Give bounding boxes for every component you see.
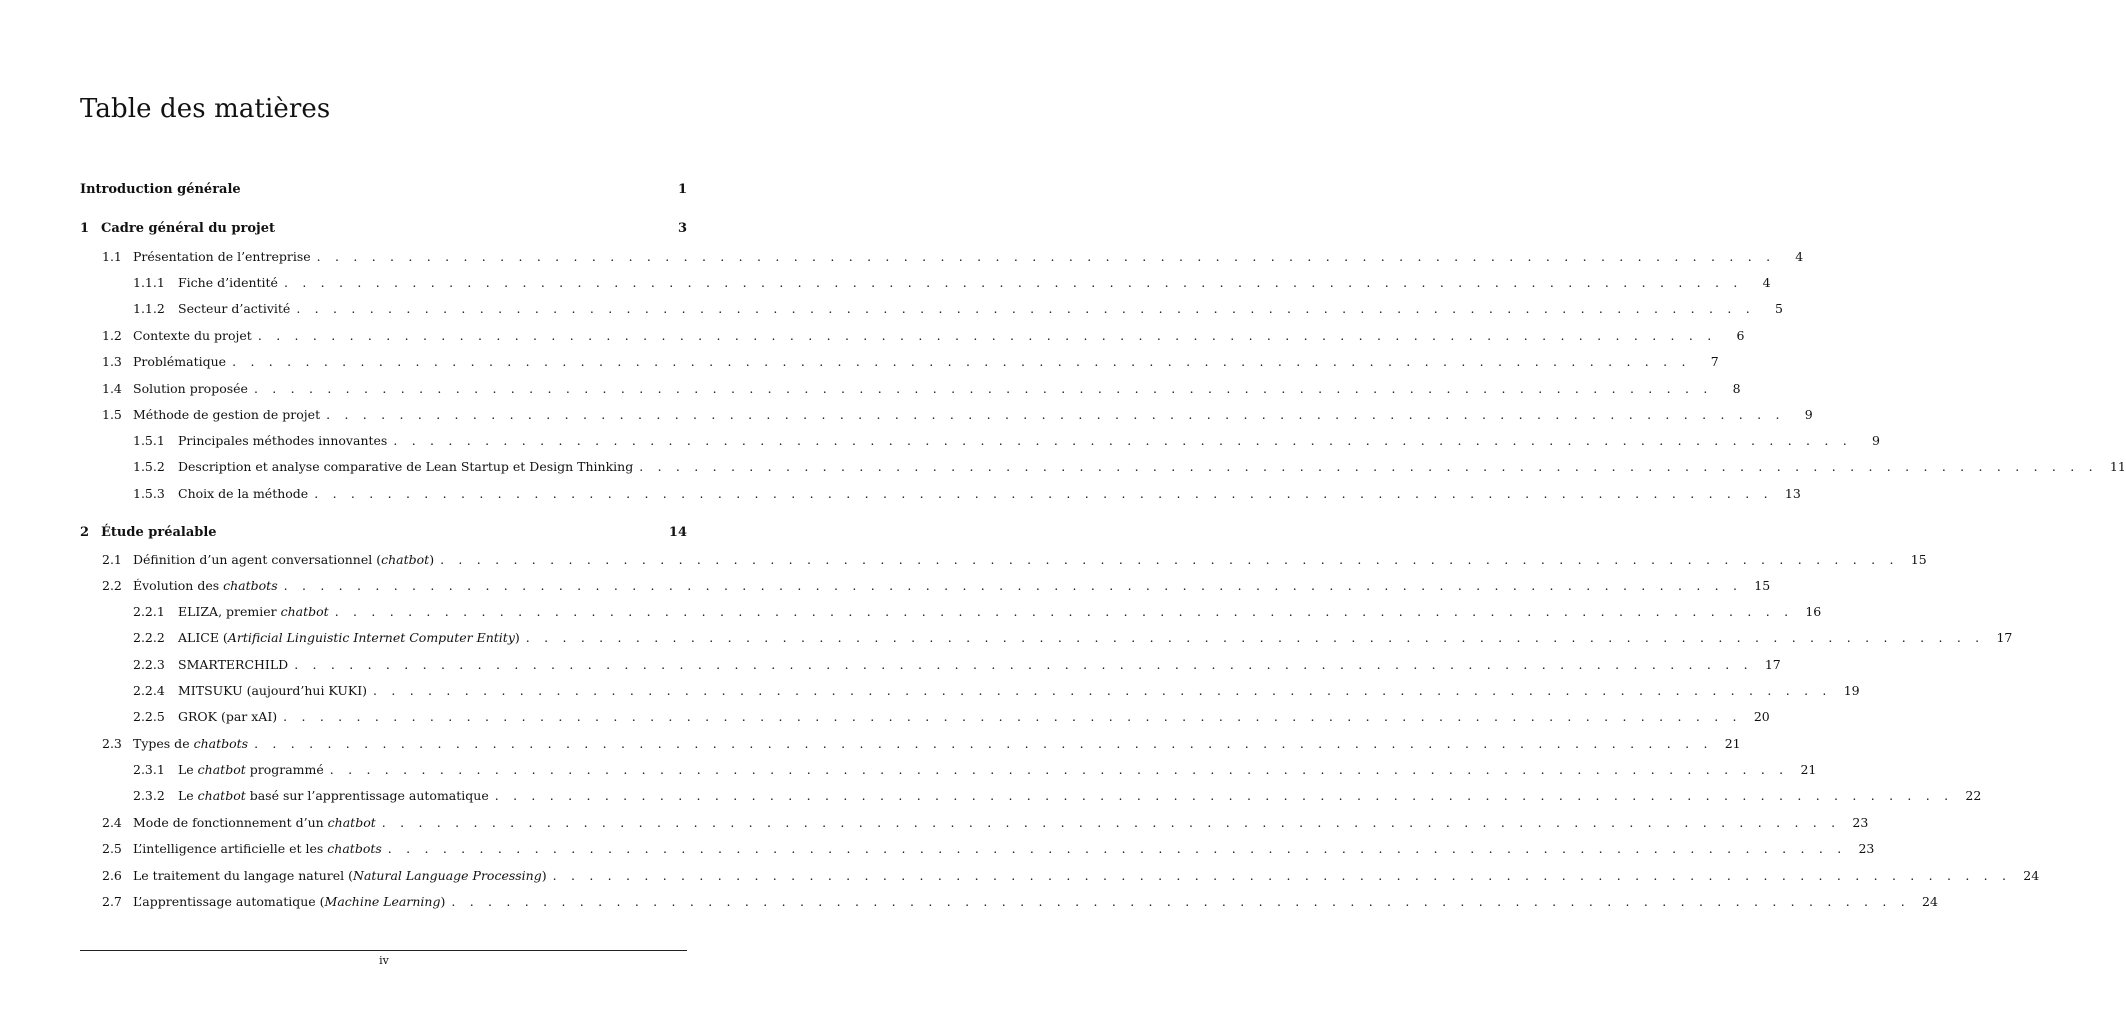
toc-title	[178, 602, 329, 622]
toc-dot-leader: . . . . . . . . . . . . . . . . . . . . . . . . . . . . . . . . . . . . . . . . . . . . . . . . . . . . . . . . . . . . . . . . . . . . . . . . . . . . . . . .	[314, 486, 1773, 501]
footer-rule	[80, 950, 687, 951]
toc-page-number: 3	[677, 221, 687, 236]
toc-page-number: 15	[1754, 578, 1771, 593]
toc-title-italic: Natural Language Processing	[353, 868, 542, 883]
toc-subsection[interactable]	[133, 602, 1822, 622]
toc-section[interactable]	[102, 892, 1938, 912]
toc-dot-leader: . . . . . . . . . . . . . . . . . . . . . . . . . . . . . . . . . . . . . . . . . . . . . . . . . . . . . . . . . . . . . . . . . . . . . . . . . . . . . . . .	[451, 894, 1910, 909]
toc-title-text: GROK (par xAI)	[178, 709, 278, 724]
toc-dot-leader: . . . . . . . . . . . . . . . . . . . . . . . . . . . . . . . . . . . . . . . . . . . . . . . . . . . . . . . . . . . . . . . . . . . . . . . . . . . . . . . .	[552, 868, 2012, 883]
toc-title-text: Problématique	[133, 354, 227, 369]
toc-number: 2.2.5	[133, 709, 165, 724]
toc-title-text: L’intelligence artificielle et les	[133, 841, 328, 856]
toc-title-text: )	[541, 868, 547, 883]
toc-section[interactable]	[102, 405, 1813, 425]
page-title: Table des matières	[80, 94, 331, 124]
toc-title-text: Définition d’un agent conversationnel (	[133, 552, 382, 567]
toc-title-text: MITSUKU (aujourd’hui KUKI)	[178, 683, 368, 698]
toc-number: 2.2	[102, 578, 122, 593]
toc-title-italic: chatbots	[223, 578, 278, 593]
toc-dot-leader: . . . . . . . . . . . . . . . . . . . . . . . . . . . . . . . . . . . . . . . . . . . . . . . . . . . . . . . . . . . . . . . . . . . . . . . . . . . . . . . .	[316, 249, 1776, 264]
toc-title-italic: chatbot	[280, 604, 329, 619]
toc-title	[101, 523, 217, 543]
toc-title-text: )	[429, 552, 435, 567]
toc-dot-leader: . . . . . . . . . . . . . . . . . . . . . . . . . . . . . . . . . . . . . . . . . . . . . . . . . . . . . . . . . . . . . . . . . . . . . . . . . . . . . . . .	[253, 381, 1713, 396]
toc-dot-leader: . . . . . . . . . . . . . . . . . . . . . . . . . . . . . . . . . . . . . . . . . . . . . . . . . . . . . . . . . . . . . . . . . . . . . . . . . . . . . . . .	[283, 275, 1743, 290]
toc-number: 2.7	[102, 894, 122, 909]
toc-title	[178, 431, 387, 451]
toc-page-number: 17	[1996, 630, 2013, 645]
toc-dot-leader: . . . . . . . . . . . . . . . . . . . . . . . . . . . . . . . . . . . . . . . . . . . . . . . . . . . . . . . . . . . . . . . . . . . . . . . . . . . . . . . .	[326, 407, 1785, 422]
toc-title-text: basé sur l’apprentissage automatique	[245, 788, 489, 803]
toc-page-number: 17	[1764, 657, 1781, 672]
toc-title-text: Introduction générale	[80, 182, 241, 197]
toc-subsection[interactable]	[133, 299, 1783, 319]
toc-section[interactable]	[102, 352, 1719, 372]
toc-page-number: 21	[1724, 736, 1741, 751]
toc-number: 1.1	[102, 249, 122, 264]
toc-subsection[interactable]	[133, 628, 2013, 648]
toc-page-number: 20	[1753, 709, 1770, 724]
toc-page-number: 11	[2109, 459, 2126, 474]
toc-subsection[interactable]	[133, 707, 1770, 727]
toc-dot-leader: . . . . . . . . . . . . . . . . . . . . . . . . . . . . . . . . . . . . . . . . . . . . . . . . . . . . . . . . . . . . . . . . . . . . . . . . . . . . . . . .	[254, 736, 1713, 751]
toc-section[interactable]	[102, 550, 1927, 570]
toc-title-text: Le	[178, 788, 198, 803]
toc-page-number: 21	[1800, 762, 1817, 777]
toc-section[interactable]	[102, 326, 1745, 346]
toc-number: 2.3	[102, 736, 122, 751]
toc-title	[178, 707, 277, 727]
toc-title-italic: chatbot	[381, 552, 430, 567]
toc-title-text: ELIZA, premier	[178, 604, 281, 619]
toc-number: 2	[80, 525, 90, 540]
toc-title-text: Évolution des	[133, 578, 224, 593]
toc-title	[133, 379, 248, 399]
toc-page-number: 9	[1871, 433, 1880, 448]
toc-title-text: Le	[178, 762, 198, 777]
toc-title	[101, 219, 275, 239]
toc-title	[133, 839, 382, 859]
toc-dot-leader: . . . . . . . . . . . . . . . . . . . . . . . . . . . . . . . . . . . . . . . . . . . . . . . . . . . . . . . . . . . . . . . . . . . . . . . . . . . . . . . .	[393, 433, 1852, 448]
toc-dot-leader: . . . . . . . . . . . . . . . . . . . . . . . . . . . . . . . . . . . . . . . . . . . . . . . . . . . . . . . . . . . . . . . . . . . . . . . . . . . . . . . .	[294, 657, 1753, 672]
toc-dot-leader: . . . . . . . . . . . . . . . . . . . . . . . . . . . . . . . . . . . . . . . . . . . . . . . . . . . . . . . . . . . . . . . . . . . . . . . . . . . . . . . .	[232, 354, 1691, 369]
toc-title-text: programmé	[245, 762, 324, 777]
toc-dot-leader: . . . . . . . . . . . . . . . . . . . . . . . . . . . . . . . . . . . . . . . . . . . . . . . . . . . . . . . . . . . . . . . . . . . . . . . . . . . . . . . .	[283, 709, 1742, 724]
toc-number: 1.3	[102, 354, 122, 369]
toc-chapter[interactable]	[80, 523, 687, 543]
toc-number: 1.5.3	[133, 486, 165, 501]
toc-title-text: Mode de fonctionnement d’un	[133, 815, 328, 830]
toc-chapter[interactable]	[80, 180, 687, 200]
toc-title-text: Description et analyse comparative de Lean Startup et Design Thinking	[178, 459, 634, 474]
toc-dot-leader: . . . . . . . . . . . . . . . . . . . . . . . . . . . . . . . . . . . . . . . . . . . . . . . . . . . . . . . . . . . . . . . . . . . . . . . . . . . . . . . .	[296, 301, 1755, 316]
toc-page-number: 9	[1804, 407, 1813, 422]
toc-dot-leader: . . . . . . . . . . . . . . . . . . . . . . . . . . . . . . . . . . . . . . . . . . . . . . . . . . . . . . . . . . . . . . . . . . . . . . . . . . . . . . . .	[257, 328, 1717, 343]
toc-number: 2.4	[102, 815, 122, 830]
toc-number: 2.1	[102, 552, 122, 567]
toc-page-number: 23	[1852, 815, 1869, 830]
toc-title	[178, 655, 288, 675]
toc-dot-leader: . . . . . . . . . . . . . . . . . . . . . . . . . . . . . . . . . . . . . . . . . . . . . . . . . . . . . . . . . . . . . . . . . . . . . . . . . . . . . . . .	[381, 815, 1841, 830]
toc-title-text: Étude préalable	[101, 525, 217, 540]
toc-section[interactable]	[102, 576, 1771, 596]
toc-title-text: Principales méthodes innovantes	[178, 433, 388, 448]
toc-title	[178, 681, 367, 701]
toc-title	[178, 786, 489, 806]
toc-page-number: 16	[1805, 604, 1822, 619]
toc-section[interactable]	[102, 734, 1741, 754]
toc-number: 1.5	[102, 407, 122, 422]
toc-dot-leader: . . . . . . . . . . . . . . . . . . . . . . . . . . . . . . . . . . . . . . . . . . . . . . . . . . . . . . . . . . . . . . . . . . . . . . . . . . . . . . . .	[494, 788, 1954, 803]
toc-number: 1.1.2	[133, 301, 165, 316]
toc-title	[133, 326, 252, 346]
toc-subsection[interactable]	[133, 760, 1817, 780]
toc-page-number: 24	[2023, 868, 2040, 883]
toc-number: 2.2.3	[133, 657, 165, 672]
toc-dot-leader: . . . . . . . . . . . . . . . . . . . . . . . . . . . . . . . . . . . . . . . . . . . . . . . . . . . . . . . . . . . . . . . . . . . . . . . . . . . . . . . .	[440, 552, 1899, 567]
toc-page-number: 22	[1965, 788, 1982, 803]
toc-number: 1	[80, 221, 90, 236]
toc-page-number: 1	[677, 182, 687, 197]
toc-number: 1.5.2	[133, 459, 165, 474]
toc-number: 1.5.1	[133, 433, 165, 448]
toc-section[interactable]	[102, 839, 1875, 859]
toc-dot-leader: . . . . . . . . . . . . . . . . . . . . . . . . . . . . . . . . . . . . . . . . . . . . . . . . . . . . . . . . . . . . . . . . . . . . . . . . . . . . . . . .	[334, 604, 1794, 619]
toc-page-number: 8	[1732, 381, 1741, 396]
toc-title	[133, 405, 320, 425]
toc-title	[133, 813, 376, 833]
toc-title-text: )	[514, 630, 520, 645]
toc-title	[178, 628, 520, 648]
footer-page-number: iv	[379, 954, 389, 967]
toc-title	[133, 734, 248, 754]
toc-dot-leader: . . . . . . . . . . . . . . . . . . . . . . . . . . . . . . . . . . . . . . . . . . . . . . . . . . . . . . . . . . . . . . . . . . . . . . . . . . . . . . . .	[639, 459, 2098, 474]
toc-title-italic: chatbot	[197, 788, 246, 803]
toc-title	[133, 866, 547, 886]
toc-section[interactable]	[102, 379, 1741, 399]
toc-subsection[interactable]	[133, 273, 1771, 293]
toc-page-number: 15	[1910, 552, 1927, 567]
toc-page-number: 14	[668, 525, 687, 540]
toc-title-italic: chatbot	[197, 762, 246, 777]
toc-number: 1.4	[102, 381, 122, 396]
toc-title-text: Fiche d’identité	[178, 275, 278, 290]
toc-dot-leader: . . . . . . . . . . . . . . . . . . . . . . . . . . . . . . . . . . . . . . . . . . . . . . . . . . . . . . . . . . . . . . . . . . . . . . . . . . . . . . . .	[329, 762, 1789, 777]
toc-page-number: 19	[1843, 683, 1860, 698]
toc-title	[133, 892, 445, 912]
toc-dot-leader: . . . . . . . . . . . . . . . . . . . . . . . . . . . . . . . . . . . . . . . . . . . . . . . . . . . . . . . . . . . . . . . . . . . . . . . . . . . . . . . .	[283, 578, 1743, 593]
toc-title	[178, 457, 633, 477]
toc-title	[178, 484, 308, 504]
toc-title-italic: Machine Learning	[324, 894, 441, 909]
toc-subsection[interactable]	[133, 457, 2126, 477]
toc-section[interactable]	[102, 866, 2040, 886]
toc-title	[178, 760, 324, 780]
toc-number: 2.6	[102, 868, 122, 883]
toc-title-text: Choix de la méthode	[178, 486, 309, 501]
toc-number: 2.3.2	[133, 788, 165, 803]
toc-title-text: SMARTERCHILD	[178, 657, 289, 672]
toc-title	[133, 352, 226, 372]
toc-number: 2.2.1	[133, 604, 165, 619]
toc-subsection[interactable]	[133, 431, 1880, 451]
toc-page-number: 13	[1784, 486, 1801, 501]
toc-title-text: Le traitement du langage naturel (	[133, 868, 353, 883]
toc-title	[178, 299, 290, 319]
toc-number: 2.2.2	[133, 630, 165, 645]
toc-title-text: Types de	[133, 736, 194, 751]
toc-title-text: Secteur d’activité	[178, 301, 291, 316]
toc-number: 2.3.1	[133, 762, 165, 777]
toc-page-number: 23	[1858, 841, 1875, 856]
toc-subsection[interactable]	[133, 786, 1982, 806]
toc-page-number: 24	[1922, 894, 1938, 909]
toc-subsection[interactable]	[133, 484, 1801, 504]
toc-dot-leader: . . . . . . . . . . . . . . . . . . . . . . . . . . . . . . . . . . . . . . . . . . . . . . . . . . . . . . . . . . . . . . . . . . . . . . . . . . . . . . . .	[387, 841, 1847, 856]
toc-title	[178, 273, 278, 293]
toc-number: 2.5	[102, 841, 122, 856]
toc-dot-leader: . . . . . . . . . . . . . . . . . . . . . . . . . . . . . . . . . . . . . . . . . . . . . . . . . . . . . . . . . . . . . . . . . . . . . . . . . . . . . . . .	[525, 630, 1985, 645]
toc-title-text: Présentation de l’entreprise	[133, 249, 311, 264]
toc-title-text: Méthode de gestion de projet	[133, 407, 321, 422]
toc-title-italic: Artificial Linguistic Internet Computer Entity	[227, 630, 515, 645]
toc-page-number: 4	[1762, 275, 1771, 290]
toc-title	[133, 576, 278, 596]
toc-dot-leader: . . . . . . . . . . . . . . . . . . . . . . . . . . . . . . . . . . . . . . . . . . . . . . . . . . . . . . . . . . . . . . . . . . . . . . . . . . . . . . . .	[373, 683, 1832, 698]
toc-subsection[interactable]	[133, 655, 1781, 675]
toc-title	[133, 247, 311, 267]
toc-page-number: 7	[1710, 354, 1719, 369]
toc-title-text: )	[440, 894, 446, 909]
toc-number: 1.2	[102, 328, 122, 343]
toc-title-italic: chatbots	[327, 841, 382, 856]
toc-subsection[interactable]	[133, 681, 1860, 701]
toc-title-text: Contexte du projet	[133, 328, 252, 343]
toc-title-italic: chatbots	[193, 736, 249, 751]
toc-page-number: 6	[1736, 328, 1745, 343]
toc-title	[80, 180, 241, 200]
toc-title-text: ALICE (	[178, 630, 228, 645]
toc-title-italic: chatbot	[327, 815, 376, 830]
toc-number: 2.2.4	[133, 683, 165, 698]
toc-title-text: L’apprentissage automatique (	[133, 894, 325, 909]
toc-title	[133, 550, 434, 570]
toc-page-number: 4	[1795, 249, 1804, 264]
toc-section[interactable]	[102, 813, 1869, 833]
toc-chapter[interactable]	[80, 219, 687, 239]
toc-number: 1.1.1	[133, 275, 165, 290]
toc-section[interactable]	[102, 247, 1804, 267]
toc-title-text: Solution proposée	[133, 381, 248, 396]
toc-page-number: 5	[1774, 301, 1783, 316]
toc-title-text: Cadre général du projet	[101, 221, 275, 236]
